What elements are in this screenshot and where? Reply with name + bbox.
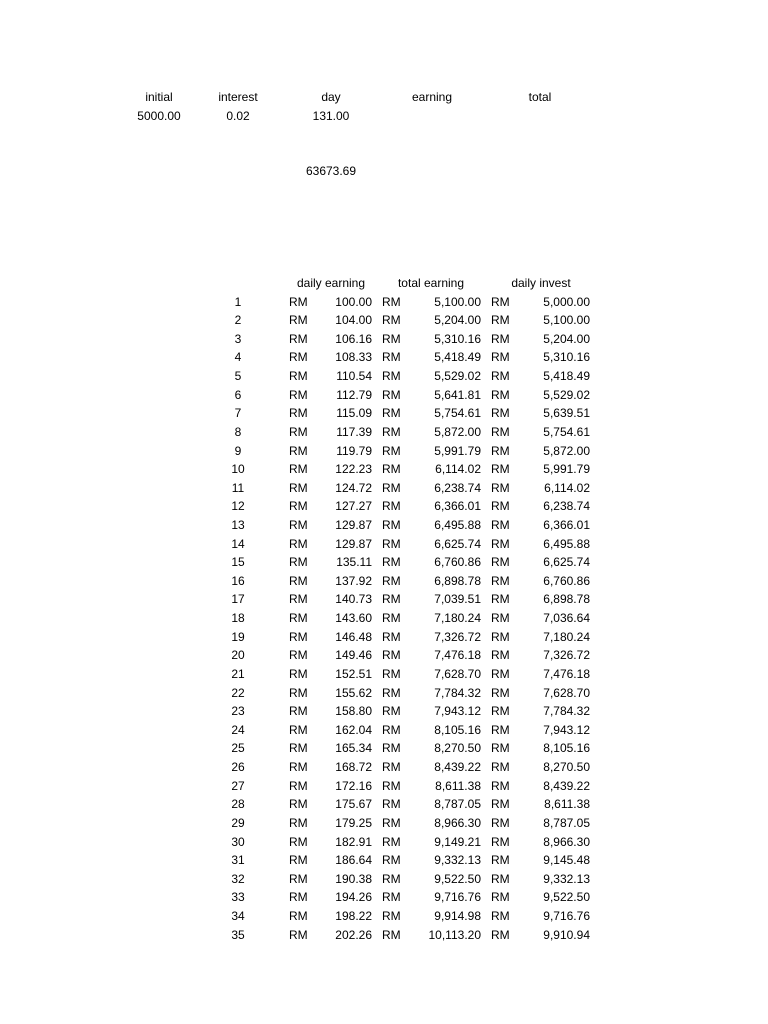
daily-invest-value: 5,754.61 (543, 424, 590, 439)
currency-label: RM (382, 369, 401, 383)
total-earning-value: 8,105.16 (434, 722, 481, 737)
row-number: 33 (231, 890, 245, 905)
currency-label: RM (491, 741, 510, 756)
total-earning-value: 5,529.02 (434, 369, 481, 383)
currency-label: RM (382, 834, 401, 849)
currency-label: RM (382, 797, 401, 812)
daily-invest-value: 5,310.16 (543, 350, 590, 365)
total-earning-value: 5,100.00 (434, 294, 481, 309)
daily-invest-value: 8,787.05 (543, 815, 590, 830)
currency-label: RM (382, 741, 401, 756)
header-initial: initial (145, 90, 173, 104)
total-earning-value: 6,495.88 (434, 517, 481, 532)
row-number: 20 (231, 648, 245, 663)
row-number: 11 (231, 480, 245, 495)
row-number: 26 (231, 760, 245, 774)
currency-label: RM (289, 797, 308, 812)
row-number: 24 (231, 722, 245, 737)
currency-label: RM (382, 499, 401, 514)
value-interest: 0.02 (226, 109, 250, 123)
daily-earning-value: 143.60 (335, 611, 372, 625)
daily-earning-value: 190.38 (335, 871, 372, 886)
daily-invest-value: 5,872.00 (543, 443, 590, 458)
row-number: 30 (231, 834, 245, 849)
daily-earning-value: 124.72 (335, 480, 372, 495)
currency-label: RM (289, 424, 308, 439)
daily-invest-value: 6,238.74 (543, 499, 590, 514)
currency-label: RM (289, 778, 308, 793)
daily-earning-value: 119.79 (336, 443, 372, 458)
row-number: 28 (231, 797, 245, 812)
header-interest: interest (218, 90, 258, 104)
currency-label: RM (382, 350, 401, 365)
daily-earning-value: 127.27 (335, 499, 372, 514)
currency-label: RM (382, 909, 401, 923)
total-earning-value: 8,611.38 (435, 778, 481, 793)
currency-label: RM (289, 592, 308, 607)
row-number: 2 (234, 313, 242, 328)
total-earning-value: 5,418.49 (434, 350, 481, 365)
currency-label: RM (289, 294, 308, 309)
row-number: 23 (231, 704, 245, 719)
currency-label: RM (491, 648, 510, 663)
value-initial: 5000.00 (137, 109, 181, 123)
daily-earning-value: 158.80 (335, 704, 372, 719)
daily-earning-value: 129.87 (335, 536, 372, 551)
row-number: 12 (231, 499, 245, 514)
currency-label: RM (491, 927, 510, 942)
row-number: 13 (231, 517, 245, 532)
total-earning-value: 6,366.01 (434, 499, 481, 514)
daily-invest-value: 7,784.32 (543, 704, 590, 719)
daily-invest-value: 5,100.00 (543, 313, 590, 328)
row-number: 9 (234, 443, 242, 458)
daily-invest-value: 8,611.38 (544, 797, 590, 812)
currency-label: RM (382, 592, 401, 607)
row-number: 19 (231, 629, 245, 644)
total-earning-value: 9,149.21 (434, 834, 481, 849)
currency-label: RM (289, 462, 308, 477)
currency-label: RM (382, 890, 401, 905)
daily-invest-value: 9,716.76 (543, 909, 590, 923)
daily-earning-value: 146.48 (335, 629, 372, 644)
currency-label: RM (289, 369, 308, 383)
daily-earning-value: 162.04 (335, 722, 372, 737)
currency-label: RM (289, 834, 308, 849)
total-earning-value: 9,332.13 (434, 853, 481, 868)
currency-label: RM (491, 629, 510, 644)
daily-earning-value: 155.62 (335, 685, 372, 700)
total-earning-value: 8,270.50 (434, 741, 481, 756)
total-earning-value: 5,872.00 (434, 424, 481, 439)
total-earning-value: 5,204.00 (434, 313, 481, 328)
currency-label: RM (382, 480, 401, 495)
currency-label: RM (382, 611, 401, 625)
row-number: 15 (231, 555, 245, 570)
currency-label: RM (491, 666, 510, 681)
currency-label: RM (289, 629, 308, 644)
total-earning-value: 7,180.24 (434, 611, 481, 625)
currency-label: RM (382, 573, 401, 588)
currency-label: RM (382, 815, 401, 830)
currency-label: RM (491, 517, 510, 532)
currency-label: RM (382, 778, 401, 793)
currency-label: RM (491, 350, 510, 365)
daily-earning-value: 137.92 (335, 573, 372, 588)
daily-invest-value: 6,114.02 (544, 480, 590, 495)
row-number: 17 (231, 592, 245, 607)
currency-label: RM (289, 909, 308, 923)
daily-invest-value: 8,270.50 (543, 760, 590, 774)
currency-label: RM (491, 443, 510, 458)
total-earning-value: 9,716.76 (434, 890, 481, 905)
total-earning-value: 6,625.74 (434, 536, 481, 551)
row-number: 10 (231, 462, 245, 477)
row-number: 5 (234, 369, 242, 383)
total-earning-value: 6,898.78 (434, 573, 481, 588)
currency-label: RM (491, 797, 510, 812)
currency-label: RM (491, 406, 510, 421)
daily-earning-value: 182.91 (335, 834, 372, 849)
currency-label: RM (289, 536, 308, 551)
currency-label: RM (289, 666, 308, 681)
daily-earning-value: 135.11 (336, 555, 372, 570)
currency-label: RM (491, 760, 510, 774)
daily-invest-value: 5,639.51 (543, 406, 590, 421)
currency-label: RM (289, 815, 308, 830)
currency-label: RM (491, 387, 510, 402)
daily-invest-value: 7,180.24 (543, 629, 590, 644)
currency-label: RM (491, 536, 510, 551)
currency-label: RM (289, 890, 308, 905)
currency-label: RM (289, 760, 308, 774)
daily-earning-value: 165.34 (335, 741, 372, 756)
daily-invest-value: 8,439.22 (543, 778, 590, 793)
total-earning-value: 6,114.02 (435, 462, 481, 477)
currency-label: RM (491, 704, 510, 719)
currency-label: RM (289, 685, 308, 700)
row-number: 4 (234, 350, 242, 365)
row-number: 16 (231, 573, 245, 588)
currency-label: RM (382, 927, 401, 942)
currency-label: RM (289, 648, 308, 663)
daily-earning-value: 175.67 (335, 797, 372, 812)
daily-invest-value: 8,105.16 (543, 741, 590, 756)
currency-label: RM (382, 760, 401, 774)
total-earning-value: 5,991.79 (434, 443, 481, 458)
currency-label: RM (382, 555, 401, 570)
currency-label: RM (289, 480, 308, 495)
total-earning-value: 6,238.74 (434, 480, 481, 495)
daily-earning-value: 100.00 (335, 294, 372, 309)
header-total: total (528, 90, 552, 104)
currency-label: RM (382, 406, 401, 421)
column-header-total-earning: total earning (397, 276, 465, 290)
currency-label: RM (289, 722, 308, 737)
currency-label: RM (289, 853, 308, 868)
currency-label: RM (491, 871, 510, 886)
currency-label: RM (382, 294, 401, 309)
currency-label: RM (382, 443, 401, 458)
daily-invest-value: 6,366.01 (543, 517, 590, 532)
currency-label: RM (289, 387, 308, 402)
row-number: 1 (234, 294, 242, 309)
value-day: 131.00 (312, 109, 350, 123)
row-number: 21 (231, 666, 245, 681)
daily-invest-value: 6,625.74 (543, 555, 590, 570)
currency-label: RM (289, 555, 308, 570)
daily-invest-value: 5,991.79 (543, 462, 590, 477)
total-earning-value: 7,943.12 (434, 704, 481, 719)
row-number: 18 (231, 611, 245, 625)
currency-label: RM (491, 685, 510, 700)
daily-invest-value: 5,000.00 (543, 294, 590, 309)
currency-label: RM (289, 331, 308, 346)
column-header-daily-earning: daily earning (296, 276, 366, 290)
currency-label: RM (382, 685, 401, 700)
header-earning: earning (411, 90, 453, 104)
row-number: 31 (231, 853, 245, 868)
currency-label: RM (382, 536, 401, 551)
currency-label: RM (289, 611, 308, 625)
row-number: 32 (231, 871, 245, 886)
daily-invest-value: 6,495.88 (543, 536, 590, 551)
currency-label: RM (491, 555, 510, 570)
daily-earning-value: 198.22 (335, 909, 372, 923)
currency-label: RM (382, 871, 401, 886)
total-earning-value: 7,784.32 (434, 685, 481, 700)
daily-invest-value: 8,966.30 (543, 834, 590, 849)
currency-label: RM (382, 387, 401, 402)
currency-label: RM (491, 722, 510, 737)
currency-label: RM (491, 369, 510, 383)
currency-label: RM (289, 499, 308, 514)
total-earning-value: 5,641.81 (434, 387, 481, 402)
currency-label: RM (491, 499, 510, 514)
daily-invest-value: 5,204.00 (543, 331, 590, 346)
daily-invest-value: 7,326.72 (543, 648, 590, 663)
currency-label: RM (382, 722, 401, 737)
daily-earning-value: 117.39 (336, 424, 372, 439)
daily-earning-value: 186.64 (335, 853, 372, 868)
currency-label: RM (289, 573, 308, 588)
result-value: 63673.69 (305, 164, 357, 178)
currency-label: RM (491, 611, 510, 625)
currency-label: RM (382, 853, 401, 868)
daily-earning-value: 202.26 (335, 927, 372, 942)
daily-invest-value: 7,628.70 (543, 685, 590, 700)
daily-earning-value: 106.16 (335, 331, 372, 346)
total-earning-value: 7,039.51 (434, 592, 481, 607)
daily-earning-value: 179.25 (335, 815, 372, 830)
row-number: 35 (231, 927, 245, 942)
currency-label: RM (382, 704, 401, 719)
currency-label: RM (491, 834, 510, 849)
daily-invest-value: 9,910.94 (543, 927, 590, 942)
header-day: day (321, 90, 341, 104)
total-earning-value: 8,439.22 (434, 760, 481, 774)
currency-label: RM (289, 704, 308, 719)
total-earning-value: 7,628.70 (434, 666, 481, 681)
daily-earning-value: 108.33 (335, 350, 372, 365)
daily-earning-value: 194.26 (335, 890, 372, 905)
row-number: 7 (234, 406, 242, 421)
currency-label: RM (491, 462, 510, 477)
total-earning-value: 8,787.05 (434, 797, 481, 812)
currency-label: RM (491, 313, 510, 328)
total-earning-value: 9,914.98 (434, 909, 481, 923)
currency-label: RM (289, 350, 308, 365)
currency-label: RM (289, 927, 308, 942)
currency-label: RM (491, 853, 510, 868)
currency-label: RM (289, 741, 308, 756)
daily-earning-value: 172.16 (335, 778, 372, 793)
currency-label: RM (289, 871, 308, 886)
daily-earning-value: 168.72 (335, 760, 372, 774)
currency-label: RM (491, 815, 510, 830)
currency-label: RM (382, 666, 401, 681)
daily-invest-value: 5,418.49 (543, 369, 590, 383)
daily-invest-value: 9,522.50 (543, 890, 590, 905)
row-number: 14 (231, 536, 245, 551)
currency-label: RM (491, 424, 510, 439)
daily-earning-value: 115.09 (336, 406, 372, 421)
currency-label: RM (382, 517, 401, 532)
total-earning-value: 6,760.86 (434, 555, 481, 570)
daily-earning-value: 112.79 (336, 387, 372, 402)
total-earning-value: 7,326.72 (434, 629, 481, 644)
daily-invest-value: 7,943.12 (543, 722, 590, 737)
daily-earning-value: 152.51 (335, 666, 372, 681)
daily-earning-value: 104.00 (335, 313, 372, 328)
total-earning-value: 8,966.30 (434, 815, 481, 830)
row-number: 34 (231, 909, 245, 923)
total-earning-value: 5,754.61 (434, 406, 481, 421)
daily-invest-value: 9,145.48 (543, 853, 590, 868)
daily-invest-value: 9,332.13 (543, 871, 590, 886)
daily-earning-value: 122.23 (335, 462, 372, 477)
currency-label: RM (491, 294, 510, 309)
row-number: 25 (231, 741, 245, 756)
daily-invest-value: 7,476.18 (543, 666, 590, 681)
row-number: 3 (234, 331, 242, 346)
row-number: 6 (234, 387, 242, 402)
currency-label: RM (491, 890, 510, 905)
currency-label: RM (491, 480, 510, 495)
currency-label: RM (491, 573, 510, 588)
currency-label: RM (491, 331, 510, 346)
daily-invest-value: 7,036.64 (543, 611, 590, 625)
currency-label: RM (289, 443, 308, 458)
total-earning-value: 9,522.50 (434, 871, 481, 886)
total-earning-value: 10,113.20 (428, 927, 481, 942)
total-earning-value: 5,310.16 (434, 331, 481, 346)
daily-earning-value: 149.46 (335, 648, 372, 663)
currency-label: RM (289, 517, 308, 532)
row-number: 22 (231, 685, 245, 700)
column-header-daily-invest: daily invest (511, 276, 571, 290)
currency-label: RM (491, 778, 510, 793)
currency-label: RM (382, 331, 401, 346)
currency-label: RM (382, 313, 401, 328)
row-number: 27 (231, 778, 245, 793)
currency-label: RM (382, 629, 401, 644)
currency-label: RM (289, 406, 308, 421)
currency-label: RM (382, 648, 401, 663)
daily-invest-value: 6,760.86 (543, 573, 590, 588)
daily-earning-value: 140.73 (335, 592, 372, 607)
currency-label: RM (382, 462, 401, 477)
daily-earning-value: 129.87 (335, 517, 372, 532)
currency-label: RM (491, 909, 510, 923)
currency-label: RM (289, 313, 308, 328)
currency-label: RM (382, 424, 401, 439)
currency-label: RM (491, 592, 510, 607)
row-number: 8 (234, 424, 242, 439)
daily-earning-value: 110.54 (336, 369, 372, 383)
total-earning-value: 7,476.18 (434, 648, 481, 663)
row-number: 29 (231, 815, 245, 830)
daily-invest-value: 6,898.78 (543, 592, 590, 607)
daily-invest-value: 5,529.02 (543, 387, 590, 402)
